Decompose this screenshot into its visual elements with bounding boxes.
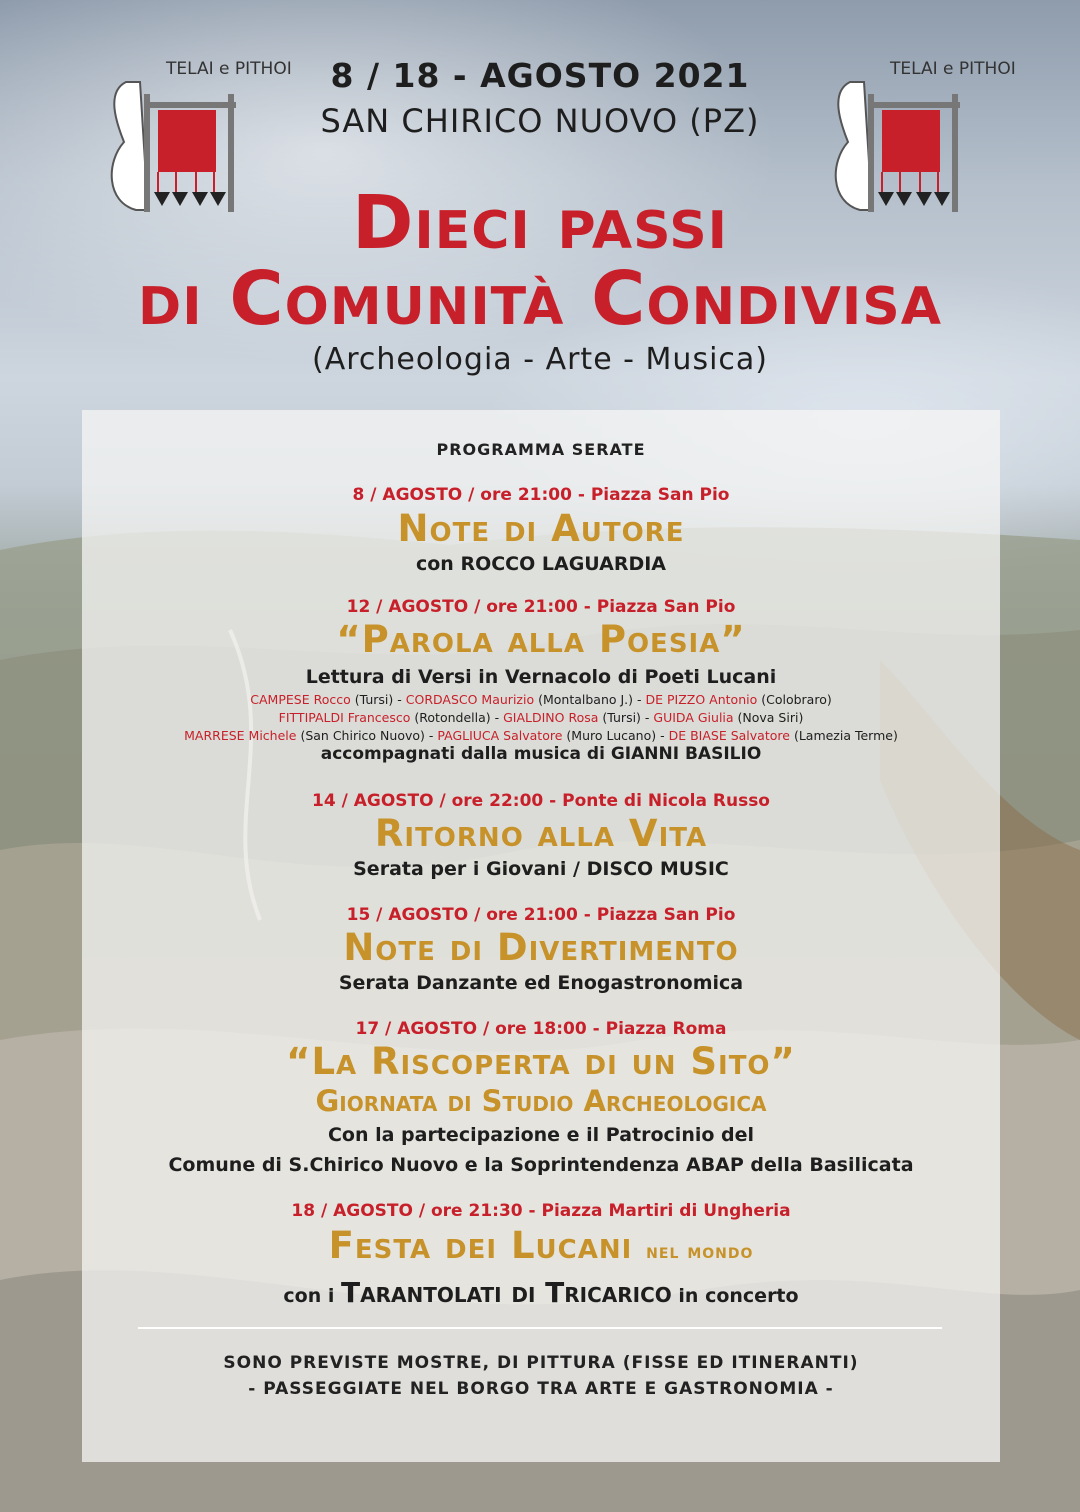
event-5-line: Con la partecipazione e il Patrocinio del [327,1124,755,1146]
main-title-line2: di Comunità Condivisa [138,256,942,342]
event-2-title: “Parola alla Poesia” [336,618,746,661]
footer-line1: SONO PREVISTE MOSTRE, DI PITTURA (FISSE ED ITINERANTI) [223,1353,859,1373]
poet-place: (Muro Lucano) [566,728,657,743]
event-5-when: 17 / AGOSTO / ore 18:00 - Piazza Roma [355,1019,727,1039]
poet-name: DE PIZZO Antonio [645,692,758,707]
poet-place: (Lamezia Terme) [793,728,898,743]
event-6-band: Tarantolati di Tricarico [341,1276,672,1309]
event-1-title: Note di Autore [397,507,685,550]
poet-name: GUIDA Giulia [653,710,734,725]
poet-place: (Nova Siri) [737,710,804,725]
event-3-line: Serata per i Giovani / DISCO MUSIC [353,858,729,880]
event-6-title: Festa dei Lucani [328,1224,633,1267]
poet-place: (Montalbano J.) [538,692,634,707]
event-6-pre: con i [283,1285,335,1307]
main-subtitle: (Archeologia - Arte - Musica) [312,342,768,377]
main-title-line1: Dieci passi [351,180,729,266]
event-dates: 8 / 18 - AGOSTO 2021 [330,56,750,95]
poet-name: DE BIASE Salvatore [668,728,790,743]
poets-line-2: FITTIPALDI Francesco (Rotondella) - GIALDINO Rosa (Tursi) - GUIDA Giulia (Nova Siri) [278,710,804,725]
poet-name: PAGLIUCA Salvatore [437,728,563,743]
event-4-line: Serata Danzante ed Enogastronomica [338,972,744,994]
event-2-line: Lettura di Versi in Vernacolo di Poeti Lucani [305,666,777,688]
event-6-line [82,1276,1000,1309]
logo-text: TELAI e PITHOI [890,59,1016,79]
poet-name: MARRESE Michele [184,728,297,743]
poet-place: (Rotondella) [414,710,491,725]
event-3-title: Ritorno alla Vita [374,812,708,855]
event-2-line2: accompagnati dalla musica di GIANNI BASILIO [320,744,762,764]
event-6-post: in concerto [678,1285,799,1307]
event-4-title: Note di Divertimento [343,926,739,969]
event-location: SAN CHIRICO NUOVO (PZ) [320,102,760,140]
event-4-when: 15 / AGOSTO / ore 21:00 - Piazza San Pio [346,905,736,925]
event-6-title-row [82,1226,1000,1271]
event-1-when: 8 / AGOSTO / ore 21:00 - Piazza San Pio [352,485,730,505]
poet-name: CORDASCO Maurizio [405,692,535,707]
logo-text: TELAI e PITHOI [166,59,292,79]
event-6-when: 18 / AGOSTO / ore 21:30 - Piazza Martiri di Ungheria [291,1201,791,1221]
poet-place: (San Chirico Nuovo) [300,728,425,743]
event-1-line: con ROCCO LAGUARDIA [415,553,667,575]
divider [138,1327,942,1329]
poet-place: (Tursi) [354,692,394,707]
poet-name: CAMPESE Rocco [250,692,351,707]
footer-line2: - PASSEGGIATE NEL BORGO TRA ARTE E GASTRONOMIA - [248,1379,834,1399]
event-2-when: 12 / AGOSTO / ore 21:00 - Piazza San Pio [346,597,736,617]
event-6-title-suffix: nel mondo [646,1239,754,1263]
poet-name: FITTIPALDI Francesco [278,710,411,725]
program-heading: PROGRAMMA SERATE [436,440,646,459]
poet-name: GIALDINO Rosa [503,710,599,725]
event-5-line2: Comune di S.Chirico Nuovo e la Soprintendenza ABAP della Basilicata [168,1154,914,1176]
event-5-subtitle: Giornata di Studio Archeologica [315,1084,767,1118]
event-3-when: 14 / AGOSTO / ore 22:00 - Ponte di Nicola Russo [312,791,770,811]
poets-line-3: MARRESE Michele (San Chirico Nuovo) - PAGLIUCA Salvatore (Muro Lucano) - DE BIASE Salvatore (Lamezia Terme) [184,728,898,743]
poet-place: (Colobraro) [761,692,832,707]
event-5-title: “La Riscoperta di un Sito” [286,1040,796,1083]
poets-line-1: CAMPESE Rocco (Tursi) - CORDASCO Maurizio (Montalbano J.) - DE PIZZO Antonio (Colobraro) [250,692,832,707]
poet-place: (Tursi) [602,710,641,725]
